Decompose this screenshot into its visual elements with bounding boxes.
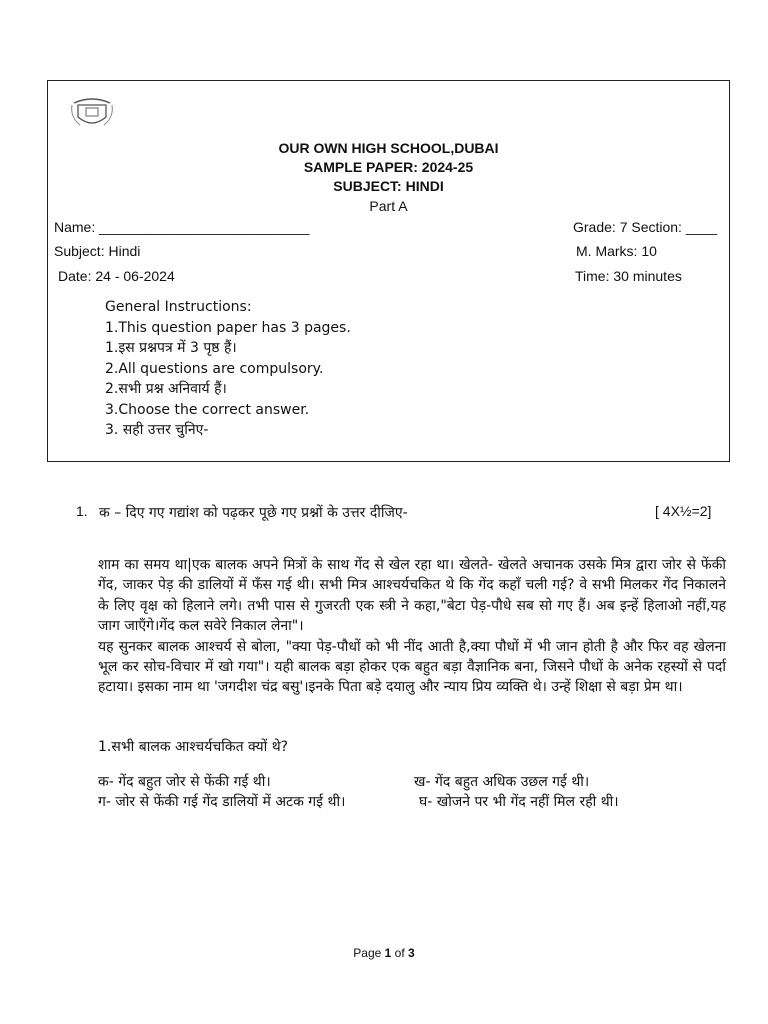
general-instructions — [105, 297, 351, 441]
school-title: OUR OWN HIGH SCHOOL,DUBAI — [278, 140, 499, 156]
sub-question: 1.सभी बालक आश्चर्यचकित क्यों थे? — [98, 739, 289, 755]
option-gha: घ- खोजने पर भी गेंद नहीं मिल रही थी। — [419, 794, 619, 810]
footer-current-page: 1 — [384, 946, 392, 960]
instruction-line: 2.सभी प्रश्न अनिवार्य हैं। — [105, 381, 227, 397]
marks-field: M. Marks: 10 — [576, 243, 657, 259]
subject-field: Subject: Hindi — [54, 243, 141, 259]
question-number: 1. — [76, 503, 88, 519]
name-field: Name: ___________________________ — [54, 219, 310, 235]
instruction-line: 3. सही उत्तर चुनिए- — [105, 422, 209, 438]
footer-total-pages: 3 — [408, 946, 415, 960]
time-field: Time: 30 minutes — [575, 268, 682, 284]
option-kha: ख- गेंद बहुत अधिक उछल गई थी। — [414, 774, 590, 790]
option-ka: क- गेंद बहुत जोर से फेंकी गई थी। — [98, 774, 271, 790]
header-box — [47, 80, 730, 462]
instructions-title: General Instructions: — [105, 299, 252, 315]
passage — [98, 555, 726, 698]
grade-field: Grade: 7 Section: ____ — [573, 219, 717, 235]
instruction-line: 1.This question paper has 3 pages. — [105, 319, 351, 336]
sample-paper-title: SAMPLE PAPER: 2024-25 — [303, 159, 474, 175]
question-marks: [ 4X½=2] — [655, 503, 712, 519]
question-heading: क – दिए गए गद्यांश को पढ़कर पूछे गए प्रश्नों के उत्तर दीजिए- — [99, 505, 408, 521]
part-label: Part A — [369, 198, 408, 214]
subject-title: SUBJECT: HINDI — [333, 178, 444, 194]
footer-of-word: of — [394, 946, 405, 960]
instruction-line: 1.इस प्रश्नपत्र में 3 पृष्ठ हैं। — [105, 340, 237, 356]
passage-paragraph: यह सुनकर बालक आश्चर्य से बोला, "क्या पेड़-पौधों को भी नींद आती है,क्या पौधों में भी जान होती है और फिर वह खेलना भूल कर सोच-विचार में खो गया"। यही बालक बड़ा होकर एक बहुत बड़ा वैज्ञानिक बना, जिसने पौधों के अनेक रहस्यों से पर्दा हटाया। इसका नाम था 'जगदीश चंद्र बसु'।इनके पिता बड़े दयालु और न्याय प्रिय व्यक्ति थे। उन्हें शिक्षा से बड़ा प्रेम था। — [98, 638, 726, 696]
footer-page-word: Page — [353, 946, 382, 960]
page-footer — [0, 946, 768, 960]
date-field: Date: 24 - 06-2024 — [58, 268, 175, 284]
school-logo-icon — [68, 95, 116, 131]
instruction-line: 3.Choose the correct answer. — [105, 401, 310, 418]
passage-paragraph: शाम का समय था|एक बालक अपने मित्रों के साथ गेंद से खेल रहा था। खेलते- खेलते अचानक उसके मित्र द्वारा जोर से फेंकी गेंद, जाकर पेड़ की डालियों में फँस गई थी। सभी मित्र आश्चर्यचकित थे कि गेंद कहाँ चली गई? वे सभी मिलकर गेंद निकालने के लिए वृक्ष को हिलाने लगे। तभी पास से गुजरती एक स्त्री ने कहा,"बेटा पेड़-पौधे सब सो गए हैं। अब इन्हें हिलाओ नहीं,यह जाग जाएँगे।गेंद कल सवेरे निकाल लेना"। — [98, 557, 726, 635]
instruction-line: 2.All questions are compulsory. — [105, 360, 324, 377]
option-ga: ग- जोर से फेंकी गई गेंद डालियों में अटक गई थी। — [98, 794, 346, 810]
